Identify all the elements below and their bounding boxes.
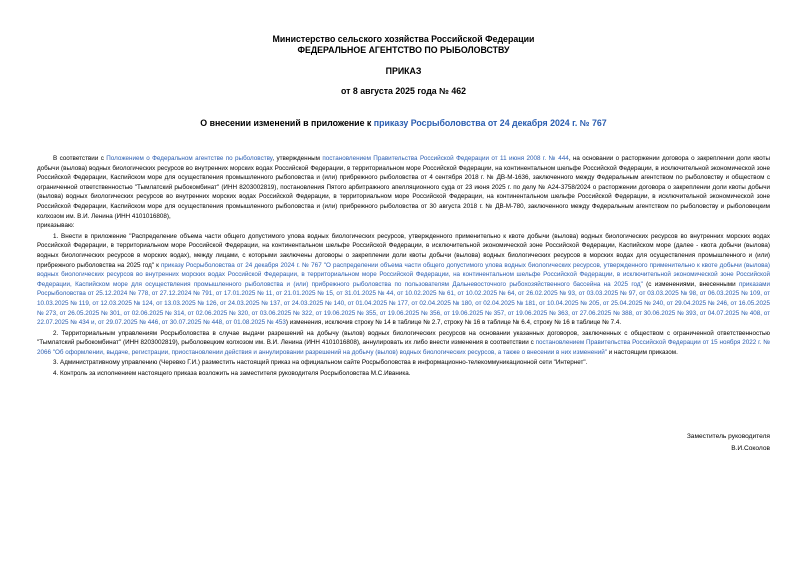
ministry-title: Министерство сельского хозяйства Российской Федерации <box>272 34 535 44</box>
document-body <box>37 154 770 379</box>
item-2 <box>37 329 770 358</box>
document-subject <box>0 118 807 129</box>
document-type: ПРИКАЗ <box>385 66 422 76</box>
preamble-paragraph <box>37 154 770 221</box>
order-word: приказываю: <box>37 222 75 230</box>
preamble-text-3: , на основании о расторжении договора о закреплении доли квоты добычи (вылова) водных биологических ресурсов во внутренних морских водах Российской Федерации, в территориальном море Российской Федерации, на континентальном шельфе Российской Федерации, в исключительной экономической зоне Российской Федерации, Каспийском море для осуществления промышленного рыболовства и (или) прибрежного рыболовства от 4 сентября 2018 г. № ДВ-М-1636, заключенного между Федеральным агентством по рыболовству и обществом с ограниченной ответственностью "Тымлатский рыбокомбинат" (ИНН 8203002819), постановления Пятого арбитражного апелляционного суда от 23 июня 2025 г. по делу № А24-3758/2024 о расторжении договора о закреплении доли квоты добычи (вылова) водных биологических ресурсов во внутренних морских водах Российской Федерации, в территориальном море Российской Федерации, на континентальном шельфе Российской Федерации, в исключительной экономической зоне Российской Федерации, Каспийском море для осуществления промышленного рыболовства и (или) прибрежного рыболовства от 30 августа 2018 г. № ДВ-М-780, заключенного между Федеральным агентством по рыболовству и рыболовецким колхозом им. В.И. Ленина (ИНН 4101016808), <box>37 155 770 220</box>
preamble-text-1: В соответствии с <box>53 155 107 162</box>
item-1-text-1: 1. Внести в приложение "Распределение объема части общего допустимого улова водных биологических ресурсов, утвержденного применительно к квоте добычи (вылова) водных биологических ресурсов во внутренних морских водах Российской Федерации, в территориальном море Российской Федерации, на континентальном шельфе Российской Федерации, в исключительной экономической зоне Российской Федерации, Каспийском море (далее - квота добычи (вылова) водных биологических ресурсов в морских водах), между лицами, с которыми заключены договоры о закреплении доли квоты добычи (вылова) водных биологических ресурсов в морских водах для осуществления промышленного и (или) прибрежного рыболовства на 2025 год" к <box>37 232 770 269</box>
order-767-link[interactable]: приказу Росрыболовства от 24 декабря 2024 г. № 767 "О распределении объема части общего допустимого улова водных биологических ресурсов, утвержденного применительно к квоте добычи (вылова) водных биологических ресурсов во внутренних морских водах Российской Федерации, в территориальном море Российской Федерации, на континентальном шельфе Российской Федерации, в исключительной экономической зоне Российской Федерации, Каспийском море для осуществления промышленного рыболовства и (или) прибрежного рыболовства по пользователям Дальневосточного рыбохозяйственного бассейна на 2025 год" <box>37 261 770 288</box>
decree-2066-link[interactable]: постановлением Правительства Российской Федерации от 15 ноября 2022 г. № 2066 "Об оформлении, выдаче, регистрации, приостановлении действия и аннулировании разрешений на добычу (вылов) водных биологических ресурсов, а также о внесении в них изменений" <box>37 339 770 356</box>
item-1-text-2: (с изменениями, внесенными <box>642 280 739 288</box>
subject-text: О внесении изменений в приложение к <box>200 118 374 128</box>
government-decree-link[interactable]: постановлением Правительства Российской Федерации от 11 июня 2008 г. № 444 <box>322 155 569 162</box>
signature-position: Заместитель руководителя <box>686 433 770 440</box>
amending-orders-link[interactable]: приказами Росрыболовства от 25.12.2024 № 778, от 27.12.2024 № 791, от 17.01.2025 № 11, от 21.01.2025 № 15, от 31.01.2025 № 44, от 10.02.2025 № 61, от 10.02.2025 № 64, от 26.02.2025 № 93, от 03.03.2025 № 97, от 03.03.2025 № 98, от 06.03.2025 № 109, от 10.03.2025 № 119, от 12.03.2025 № 124, от 13.03.2025 № 126, от 24.03.2025 № 137, от 24.03.2025 № 140, от 01.04.2025 № 177, от 02.04.2025 № 180, от 02.04.2025 № 181, от 10.04.2025 № 205, от 25.04.2025 № 240, от 29.04.2025 № 246, от 16.05.2025 № 273, от 26.05.2025 № 301, от 02.06.2025 № 314, от 02.06.2025 № 320, от 03.06.2025 № 322, от 19.06.2025 № 355, от 19.06.2025 № 356, от 19.06.2025 № 357, от 19.06.2025 № 363, от 27.06.2025 № 388, от 30.06.2025 № 393, от 04.07.2025 № 408, от 22.07.2025 № 434 и, от 29.07.2025 № 446, от 30.07.2025 № 448, от 01.08.2025 № 453 <box>37 280 770 327</box>
agency-title: ФЕДЕРАЛЬНОЕ АГЕНТСТВО ПО РЫБОЛОВСТВУ <box>297 45 510 55</box>
preamble-text-2: , утвержденным <box>272 155 323 162</box>
item-3: 3. Административному управлению (Черевко Г.И.) разместить настоящий приказ на официальном сайте Росрыболовства в информационно-телекоммуникационной сети "Интернет". <box>53 359 588 367</box>
regulation-link[interactable]: Положением о Федеральном агентстве по рыболовству <box>106 155 273 162</box>
item-1 <box>37 232 770 328</box>
item-2-text-2: и настоящим приказом. <box>607 348 678 356</box>
document-date-number: от 8 августа 2025 года № 462 <box>340 86 467 96</box>
item-4: 4. Контроль за исполнением настоящего приказа возложить на заместителя руководителя Росрыболовства М.С.Иваника. <box>53 370 411 378</box>
item-2-text-1: 2. Территориальным управлениям Росрыболовства в случае выдачи разрешений на добычу (вылов) водных биологических ресурсов на основании указанных договоров, заключенных с обществом с ограниченной ответственностью "Тымлатский рыбокомбинат" (ИНН 8203002819), рыболовецким колхозом им. В.И. Ленина (ИНН 4101016808), аннулировать их либо внести изменения в соответствии с <box>37 329 770 347</box>
subject-order-link[interactable]: приказу Росрыболовства от 24 декабря 2024 г. № 767 <box>373 118 607 128</box>
signature-name: В.И.Соколов <box>731 445 770 452</box>
item-1-text-3: ) изменения, исключив строку № 14 в таблице № 2.7, строку № 16 в таблице № 6.4, строку № 16 в таблице № 7.4. <box>285 319 622 327</box>
